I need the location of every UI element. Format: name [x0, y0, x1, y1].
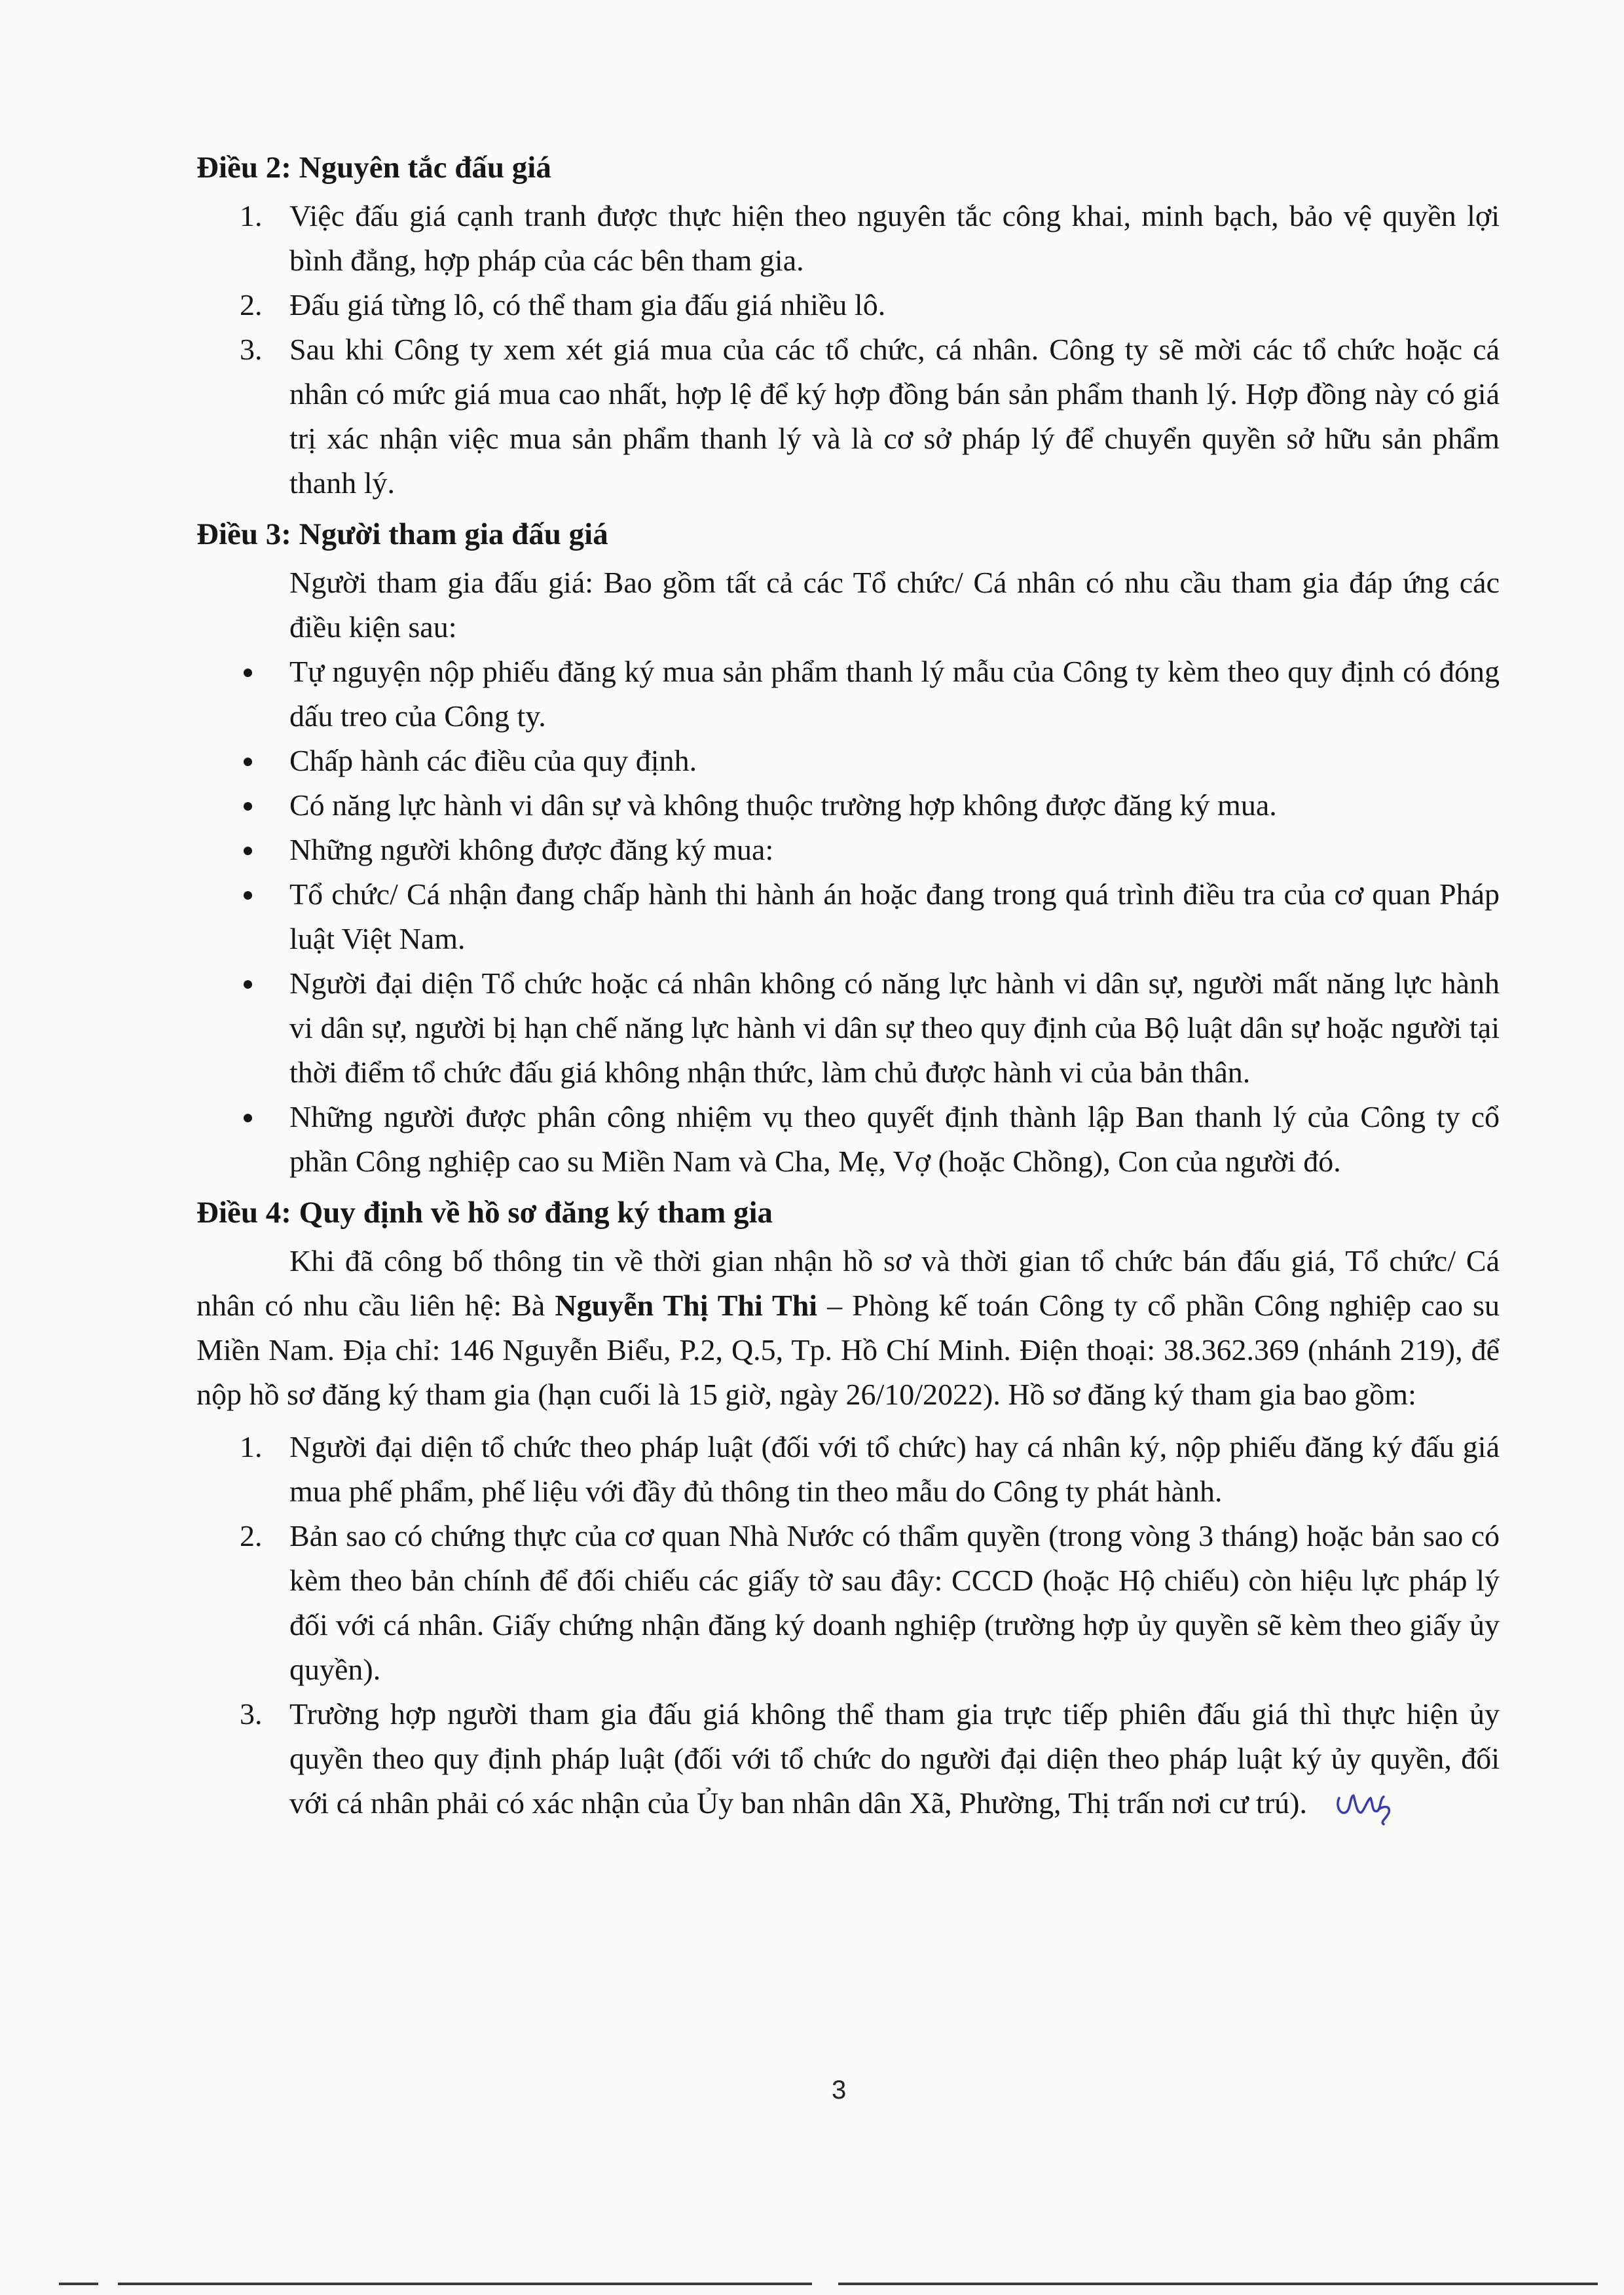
article-4-item: [196, 1425, 1500, 1514]
bullet-item: [196, 828, 1500, 872]
paragraph-text-before: Khi đã công bố thông tin về thời gian nhận hồ sơ và thời gian tổ chức bán đấu giá, Tổ chức/ Cá nhân có nhu cầu liên hệ: Bà: [196, 1244, 1500, 1322]
scan-edge-line: [838, 2283, 1598, 2285]
bullet-item: [196, 961, 1500, 1095]
bullet-text: Những người được phân công nhiệm vụ theo quyết định thành lập Ban thanh lý của Công ty cổ phần Công nghiệp cao su Miền Nam và Cha, Mẹ, Vợ (hoặc Chồng), Con của người đó.: [289, 1100, 1500, 1178]
article-2-list: [196, 194, 1500, 505]
page-content: [196, 145, 1500, 1831]
scan-edge-line: [59, 2283, 98, 2285]
list-text: Bản sao có chứng thực của cơ quan Nhà Nước có thẩm quyền (trong vòng 3 tháng) hoặc bản sao có kèm theo bản chính để đối chiếu các giấy tờ sau đây: CCCD (hoặc Hộ chiếu) còn hiệu lực pháp lý đối với cá nhân. Giấy chứng nhận đăng ký doanh nghiệp (trường hợp ủy quyền sẽ kèm theo giấy ủy quyền).: [289, 1519, 1500, 1686]
bullet-dot: [244, 758, 252, 766]
bullet-item: [196, 1095, 1500, 1184]
paragraph-text-after: – Phòng kế toán Công ty cổ phần Công nghiệp cao su Miền Nam. Địa chỉ: 146 Nguyễn Biểu, P.2, Q.5, Tp. Hồ Chí Minh. Điện thoại: 38.362.369 (nhánh 219), để nộp hồ sơ đăng ký tham gia (hạn cuối là 15 giờ, ngày 26/10/2022). Hồ sơ đăng ký tham gia bao gồm:: [196, 1289, 1500, 1411]
article-2-item: [196, 283, 1500, 327]
bullet-text: Người đại diện Tổ chức hoặc cá nhân không có năng lực hành vi dân sự, người mất năng lực hành vi dân sự, người bị hạn chế năng lực hành vi dân sự theo quy định của Bộ luật dân sự hoặc người tại thời điểm tổ chức đấu giá không nhận thức, làm chủ được hành vi của bản thân.: [289, 966, 1500, 1089]
bullet-text: Có năng lực hành vi dân sự và không thuộc trường hợp không được đăng ký mua.: [289, 788, 1277, 822]
article-4-paragraph: [196, 1239, 1500, 1417]
article-4-list: [196, 1425, 1500, 1826]
list-number: 2.: [240, 288, 263, 321]
bullet-item: [196, 739, 1500, 783]
list-text: Việc đấu giá cạnh tranh được thực hiện theo nguyên tắc công khai, minh bạch, bảo vệ quyền lợi bình đẳng, hợp pháp của các bên tham gia.: [289, 199, 1500, 277]
list-text: Đấu giá từng lô, có thể tham gia đấu giá nhiều lô.: [289, 288, 886, 321]
bullet-text: Chấp hành các điều của quy định.: [289, 744, 697, 777]
bullet-dot: [244, 669, 252, 677]
bullet-text: Tổ chức/ Cá nhận đang chấp hành thi hành án hoặc đang trong quá trình điều tra của cơ quan Pháp luật Việt Nam.: [289, 877, 1500, 955]
list-text: Sau khi Công ty xem xét giá mua của các tổ chức, cá nhân. Công ty sẽ mời các tổ chức hoặc cá nhân có mức giá mua cao nhất, hợp lệ để ký hợp đồng bán sản phẩm thanh lý. Hợp đồng này có giá trị xác nhận việc mua sản phẩm thanh lý và là cơ sở pháp lý để chuyển quyền sở hữu sản phẩm thanh lý.: [289, 333, 1500, 500]
list-number: 1.: [240, 199, 263, 232]
list-text: Người đại diện tổ chức theo pháp luật (đối với tổ chức) hay cá nhân ký, nộp phiếu đăng ký đấu giá mua phế phẩm, phế liệu với đầy đủ thông tin theo mẫu do Công ty phát hành.: [289, 1430, 1500, 1508]
article-3-heading: Điều 3: Người tham gia đấu giá: [196, 517, 608, 551]
bullet-text: Những người không được đăng ký mua:: [289, 833, 774, 866]
list-text: Trường hợp người tham gia đấu giá không thể tham gia trực tiếp phiên đấu giá thì thực hiện ủy quyền theo quy định pháp luật (đối với tổ chức do người đại diện theo pháp luật ký ủy quyền, đối với cá nhân phải có xác nhận của Ủy ban nhân dân Xã, Phường, Thị trấn nơi cư trú).: [289, 1697, 1500, 1820]
article-3-bullets: [196, 650, 1500, 1184]
article-3-intro: Người tham gia đấu giá: Bao gồm tất cả các Tổ chức/ Cá nhân có nhu cầu tham gia đáp ứng các điều kiện sau:: [289, 566, 1500, 644]
bullet-dot: [244, 847, 252, 855]
bullet-dot: [244, 802, 252, 811]
bullet-dot: [244, 891, 252, 900]
bullet-item: [196, 872, 1500, 961]
contact-name: Nguyễn Thị Thi Thi: [555, 1289, 818, 1322]
article-4-item: [196, 1514, 1500, 1692]
list-number: 3.: [240, 1697, 263, 1731]
list-number: 1.: [240, 1430, 263, 1463]
scan-edge-line: [118, 2283, 812, 2285]
article-2-item: [196, 327, 1500, 505]
bullet-item: [196, 650, 1500, 739]
initials-signature: [1334, 1786, 1406, 1826]
page-number: 3: [832, 2076, 847, 2104]
list-number: 2.: [240, 1519, 263, 1552]
article-2-heading: Điều 2: Nguyên tắc đấu giá: [196, 151, 551, 185]
bullet-dot: [244, 1114, 252, 1122]
list-number: 3.: [240, 333, 263, 366]
article-4-heading: Điều 4: Quy định về hồ sơ đăng ký tham gia: [196, 1196, 773, 1230]
article-4-item: [196, 1692, 1500, 1826]
bullet-text: Tự nguyện nộp phiếu đăng ký mua sản phẩm thanh lý mẫu của Công ty kèm theo quy định có đóng dấu treo của Công ty.: [289, 655, 1500, 733]
bullet-item: [196, 783, 1500, 828]
bullet-dot: [244, 980, 252, 989]
article-2-item: [196, 194, 1500, 283]
